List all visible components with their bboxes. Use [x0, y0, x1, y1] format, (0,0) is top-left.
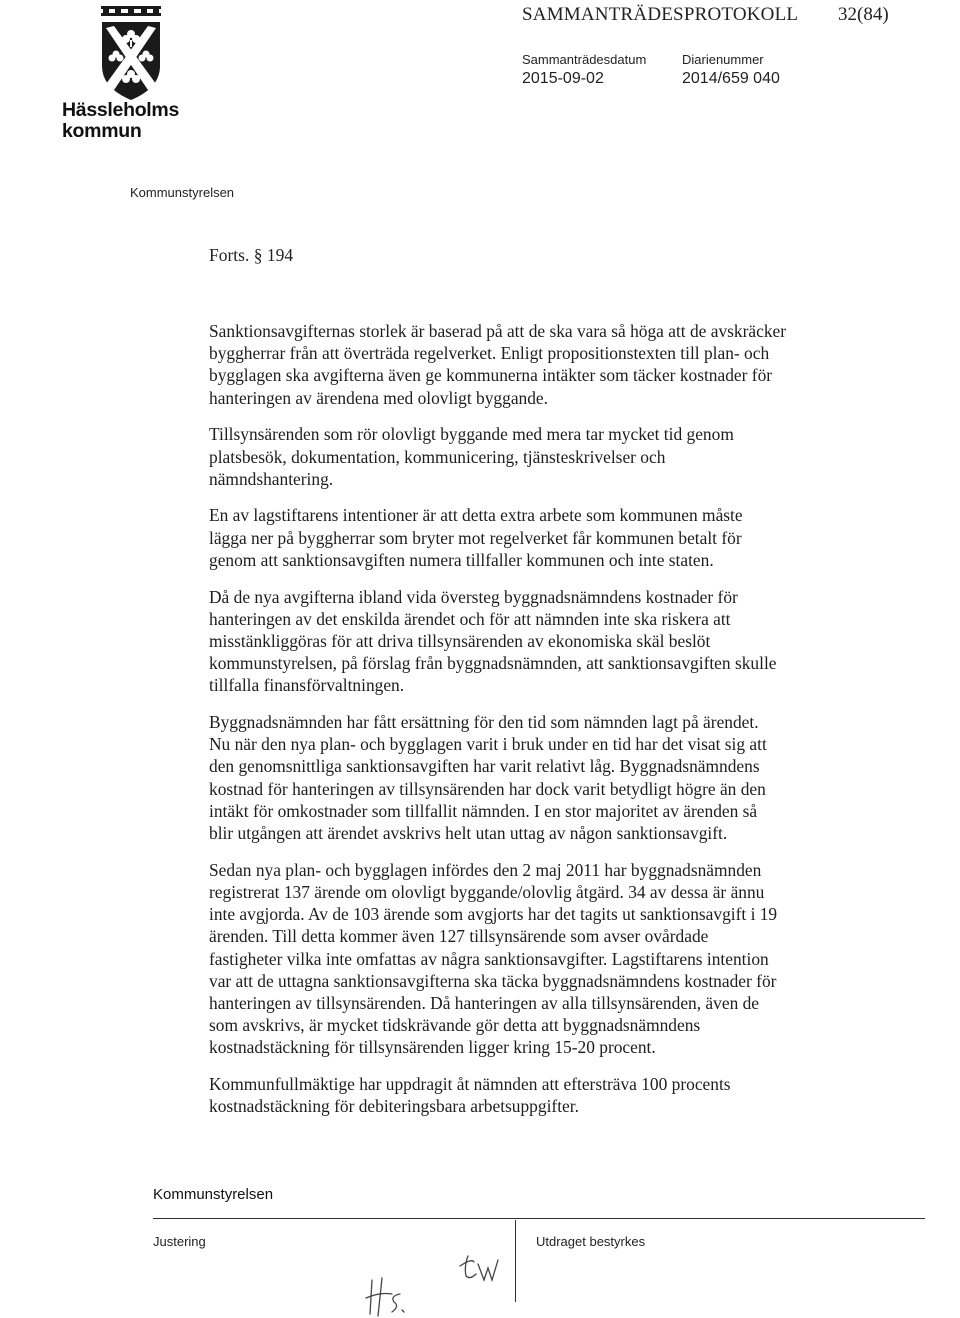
- text-line: kostnad för hanteringen av tillsynsärenden har dock varit betydligt högre än den: [209, 778, 766, 799]
- meeting-date-value: 2015-09-02: [522, 70, 604, 87]
- meeting-date-label: Sammanträdesdatum: [522, 52, 647, 67]
- text-line: genom att sanktionsavgiften numera tillfaller kommunen och inte staten.: [209, 549, 714, 570]
- text-line: kostnadstäckning för tillsynsärenden ligger kring 15-20 procent.: [209, 1037, 656, 1058]
- text-line: bygglagen ska avgifterna även ge kommunerna intäkter som täcker kostnader för: [209, 365, 773, 386]
- text-line: Sedan nya plan- och bygglagen infördes den 2 maj 2011 har byggnadsnämnden: [209, 859, 762, 880]
- text-line: Kommunfullmäktige har uppdragit åt nämnden att eftersträva 100 procents: [209, 1074, 731, 1095]
- department-name: Kommunstyrelsen: [130, 185, 235, 200]
- text-line: inte avgjorda. Av de 103 ärende som avgjorts har det tagits ut sanktionsavgift i 19: [209, 904, 778, 925]
- paragraph: [209, 320, 829, 409]
- text-line: Nu när den nya plan- och bygglagen varit i bruk under en tid har det visat sig att: [209, 734, 767, 755]
- text-line: Då de nya avgifterna ibland vida översteg byggnadsnämndens kostnader för: [209, 586, 738, 607]
- coat-of-arms-icon: [98, 4, 164, 102]
- text-line: nämndshantering.: [209, 468, 334, 489]
- text-line: kommunstyrelsen, på förslag från byggnadsnämnden, att sanktionsavgiften skulle: [209, 653, 777, 674]
- logo-line-2: kommun: [62, 120, 142, 142]
- signature-icon: [360, 1236, 520, 1318]
- page-number: 32(84): [838, 4, 889, 25]
- justering-label: Justering: [153, 1234, 206, 1249]
- paragraph: [209, 423, 829, 490]
- text-line: misstänkliggöras för att driva tillsynsärenden av ekonomiska skäl beslöt: [209, 630, 711, 651]
- text-line: ärenden. Till detta kommer även 127 tillsynsärende som avser ovårdade: [209, 926, 709, 947]
- text-line: lägga ner på byggherrar som bryter mot regelverket får kommunen betalt för: [209, 527, 742, 548]
- paragraph: [209, 859, 829, 1059]
- logo-line-1: Hässleholms: [62, 99, 180, 121]
- registration-number-label: Diarienummer: [682, 52, 764, 67]
- text-line: hanteringen av det enskilda ärendet och för att nämnden inte ska riskera att: [209, 608, 731, 629]
- text-line: tillfalla finansförvaltningen.: [209, 675, 405, 696]
- registration-number-value: 2014/659 040: [682, 70, 780, 87]
- footer-department: Kommunstyrelsen: [153, 1186, 274, 1203]
- text-line: platsbesök, dokumentation, kommunicering, tjänsteskrivelser och: [209, 446, 666, 467]
- text-line: byggherrar från att överträda regelverket. Enligt propositionstexten till plan- och: [209, 343, 770, 364]
- text-line: var att de uttagna sanktionsavgifterna ska täcka byggnadsnämndens kostnader för: [209, 970, 777, 991]
- text-line: Sanktionsavgifternas storlek är baserad på att de ska vara så höga att de avskräcker: [209, 321, 787, 341]
- certified-extract-label: Utdraget bestyrkes: [536, 1234, 646, 1249]
- text-line: fastigheter vilka inte omfattas av några sanktionsavgifter. Lagstiftarens intention: [209, 948, 769, 969]
- text-line: hanteringen av tillsynsärenden. Då hanteringen av alla tillsynsärenden, även de: [209, 992, 760, 1013]
- text-line: kostnadstäckning för debiteringsbara arbetsuppgifter.: [209, 1096, 579, 1117]
- paragraph: [209, 711, 829, 844]
- footer-divider: [153, 1218, 925, 1219]
- document-title: SAMMANTRÄDESPROTOKOLL: [522, 4, 799, 25]
- text-line: blir utgången att ärendet avskrivs helt utan uttag av någon sanktionsavgift.: [209, 823, 728, 844]
- paragraph: [209, 1073, 829, 1117]
- text-line: Byggnadsnämnden har fått ersättning för den tid som nämnden lagt på ärendet.: [209, 712, 759, 733]
- text-line: intäkt för omkostnader som tillfallit nämnden. I en stor majoritet av ärenden så: [209, 800, 758, 821]
- paragraph: [209, 504, 829, 571]
- logo-text: [62, 100, 222, 142]
- document-body: [209, 320, 829, 1132]
- text-line: den genomsnittliga sanktionsavgiften har varit relativt låg. Byggnadsnämndens: [209, 756, 760, 777]
- section-reference: Forts. § 194: [209, 245, 294, 265]
- text-line: registrerat 137 ärende om olovligt byggande/olovlig åtgärd. 34 av dessa är ännu: [209, 881, 765, 902]
- text-line: hanteringen av ärendena med olovligt byggande.: [209, 387, 548, 408]
- paragraph: [209, 586, 829, 697]
- text-line: Tillsynsärenden som rör olovligt byggande med mera tar mycket tid genom: [209, 424, 734, 445]
- text-line: En av lagstiftarens intentioner är att detta extra arbete som kommunen måste: [209, 505, 743, 526]
- text-line: som avskrivs, är mycket tidskrävande gör detta att byggnadsnämndens: [209, 1015, 701, 1036]
